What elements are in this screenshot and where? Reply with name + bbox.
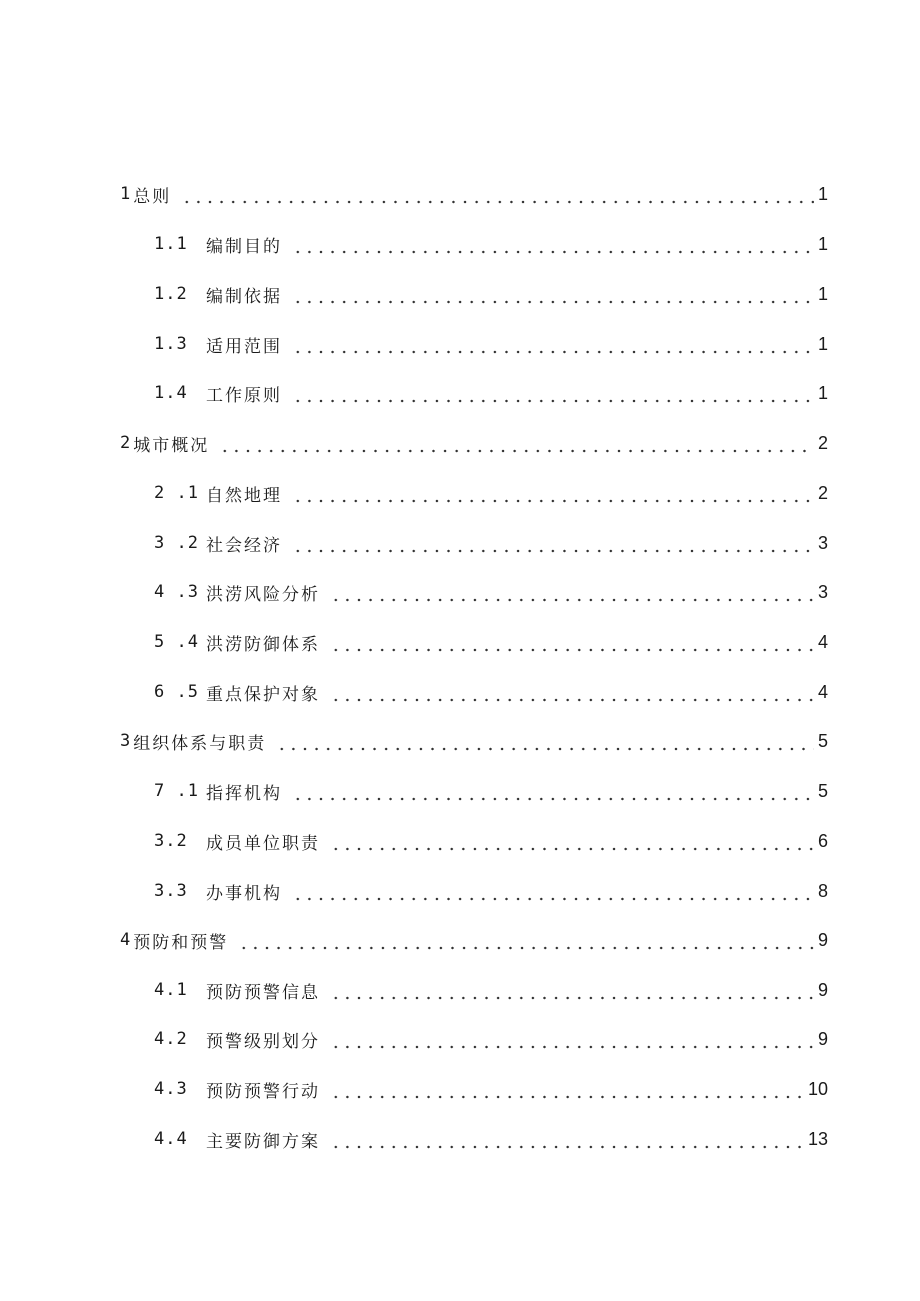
toc-entry[interactable]	[154, 1124, 828, 1154]
toc-entry-number: 4.4	[154, 1129, 188, 1149]
toc-entry-number: 1.2	[154, 284, 188, 304]
dot-leader	[330, 1074, 804, 1104]
dot-leader	[292, 876, 814, 906]
toc-entry-number: 1.3	[154, 334, 188, 354]
toc-entry-title: 洪涝防御体系	[206, 634, 320, 655]
dot-leader	[330, 1124, 804, 1154]
toc-entry[interactable]	[154, 279, 828, 309]
toc-entry[interactable]	[154, 229, 828, 259]
toc-entry-title: 洪涝风险分析	[206, 584, 320, 605]
dot-leader	[292, 776, 814, 806]
toc-entry[interactable]	[154, 1024, 828, 1054]
toc-entry[interactable]	[154, 876, 828, 906]
toc-entry-number: 2	[120, 433, 132, 453]
dot-leader	[292, 229, 814, 259]
toc-entry-number: 3.3	[154, 881, 188, 901]
toc-entry-number: 3.2	[154, 831, 188, 851]
toc-entry-page: 1	[817, 183, 828, 204]
dot-leader	[292, 378, 814, 408]
dot-leader	[292, 279, 814, 309]
toc-entry-page: 1	[817, 283, 828, 304]
toc-entry-number: 4	[120, 930, 132, 950]
dot-leader	[330, 975, 814, 1005]
toc-entry-title: 组织体系与职责	[133, 733, 267, 754]
toc-entry-title: 总则	[133, 186, 172, 207]
toc-entry-title: 成员单位职责	[206, 833, 320, 854]
dot-leader	[292, 329, 814, 359]
toc-entry-page: 8	[817, 880, 828, 901]
toc-entry-page: 13	[807, 1128, 828, 1149]
dot-leader	[330, 677, 814, 707]
toc-entry-number: 6 .5	[154, 682, 199, 702]
toc-entry-page: 3	[817, 581, 828, 602]
toc-entry[interactable]	[120, 925, 828, 955]
toc-entry-page: 2	[817, 482, 828, 503]
toc-entry-title: 指挥机构	[206, 783, 282, 804]
toc-entry-page: 9	[817, 929, 828, 950]
toc-entry-page: 9	[817, 979, 828, 1000]
toc-entry[interactable]	[154, 478, 828, 508]
toc-entry-page: 1	[817, 333, 828, 354]
toc-entry-title: 编制依据	[206, 286, 282, 307]
toc-entry[interactable]	[120, 726, 828, 756]
dot-leader	[292, 528, 814, 558]
toc-entry[interactable]	[154, 378, 828, 408]
toc-entry-page: 5	[817, 730, 828, 751]
toc-entry[interactable]	[120, 179, 828, 209]
toc-entry-title: 预防预警信息	[206, 982, 320, 1003]
toc-entry[interactable]	[154, 776, 828, 806]
toc-entry-page: 6	[817, 830, 828, 851]
toc-entry-number: 3 .2	[154, 533, 199, 553]
toc-entry-page: 1	[817, 382, 828, 403]
toc-entry-title: 编制目的	[206, 236, 282, 257]
toc-entry-number: 1	[120, 184, 132, 204]
toc-entry-title: 重点保护对象	[206, 684, 320, 705]
toc-entry-title: 预警级别划分	[206, 1031, 320, 1052]
toc-entry-page: 4	[817, 631, 828, 652]
toc-entry-number: 1.4	[154, 383, 188, 403]
toc-entry-title: 预防预警行动	[206, 1081, 320, 1102]
dot-leader	[238, 925, 814, 955]
toc-entry[interactable]	[154, 677, 828, 707]
toc-entry-title: 城市概况	[133, 435, 210, 456]
dot-leader	[330, 1024, 814, 1054]
toc-entry-title: 工作原则	[206, 385, 282, 406]
toc-entry-number: 7 .1	[154, 781, 199, 801]
toc-entry[interactable]	[154, 577, 828, 607]
toc-entry-page: 10	[807, 1078, 828, 1099]
toc-entry-title: 办事机构	[206, 883, 282, 904]
toc-entry[interactable]	[154, 627, 828, 657]
toc-entry[interactable]	[154, 826, 828, 856]
toc-entry-number: 4 .3	[154, 582, 199, 602]
toc-entry-number: 3	[120, 731, 132, 751]
toc-entry-title: 适用范围	[206, 336, 282, 357]
toc-entry[interactable]	[154, 975, 828, 1005]
dot-leader	[276, 726, 814, 756]
toc-entry-number: 2 .1	[154, 483, 199, 503]
toc-entry-number: 5 .4	[154, 632, 199, 652]
toc-entry-page: 2	[817, 432, 828, 453]
toc-entry-page: 1	[817, 233, 828, 254]
dot-leader	[330, 826, 814, 856]
dot-leader	[292, 478, 814, 508]
dot-leader	[330, 627, 814, 657]
dot-leader	[219, 428, 814, 458]
toc-entry[interactable]	[154, 1074, 828, 1104]
toc-entry-title: 社会经济	[206, 535, 282, 556]
toc-entry-page: 9	[817, 1028, 828, 1049]
dot-leader	[330, 577, 814, 607]
toc-entry-number: 4.2	[154, 1029, 188, 1049]
toc-entry-title: 自然地理	[206, 485, 282, 506]
toc-entry[interactable]	[120, 428, 828, 458]
toc-entry-page: 4	[817, 681, 828, 702]
toc-entry-number: 1.1	[154, 234, 188, 254]
toc-entry-title: 主要防御方案	[206, 1131, 320, 1152]
toc-entry-title: 预防和预警	[133, 932, 229, 953]
toc-entry-page: 3	[817, 532, 828, 553]
dot-leader	[181, 179, 814, 209]
toc-entry-number: 4.1	[154, 980, 188, 1000]
toc-entry[interactable]	[154, 528, 828, 558]
toc-entry[interactable]	[154, 329, 828, 359]
toc-entry-number: 4.3	[154, 1079, 188, 1099]
toc-entry-page: 5	[817, 780, 828, 801]
